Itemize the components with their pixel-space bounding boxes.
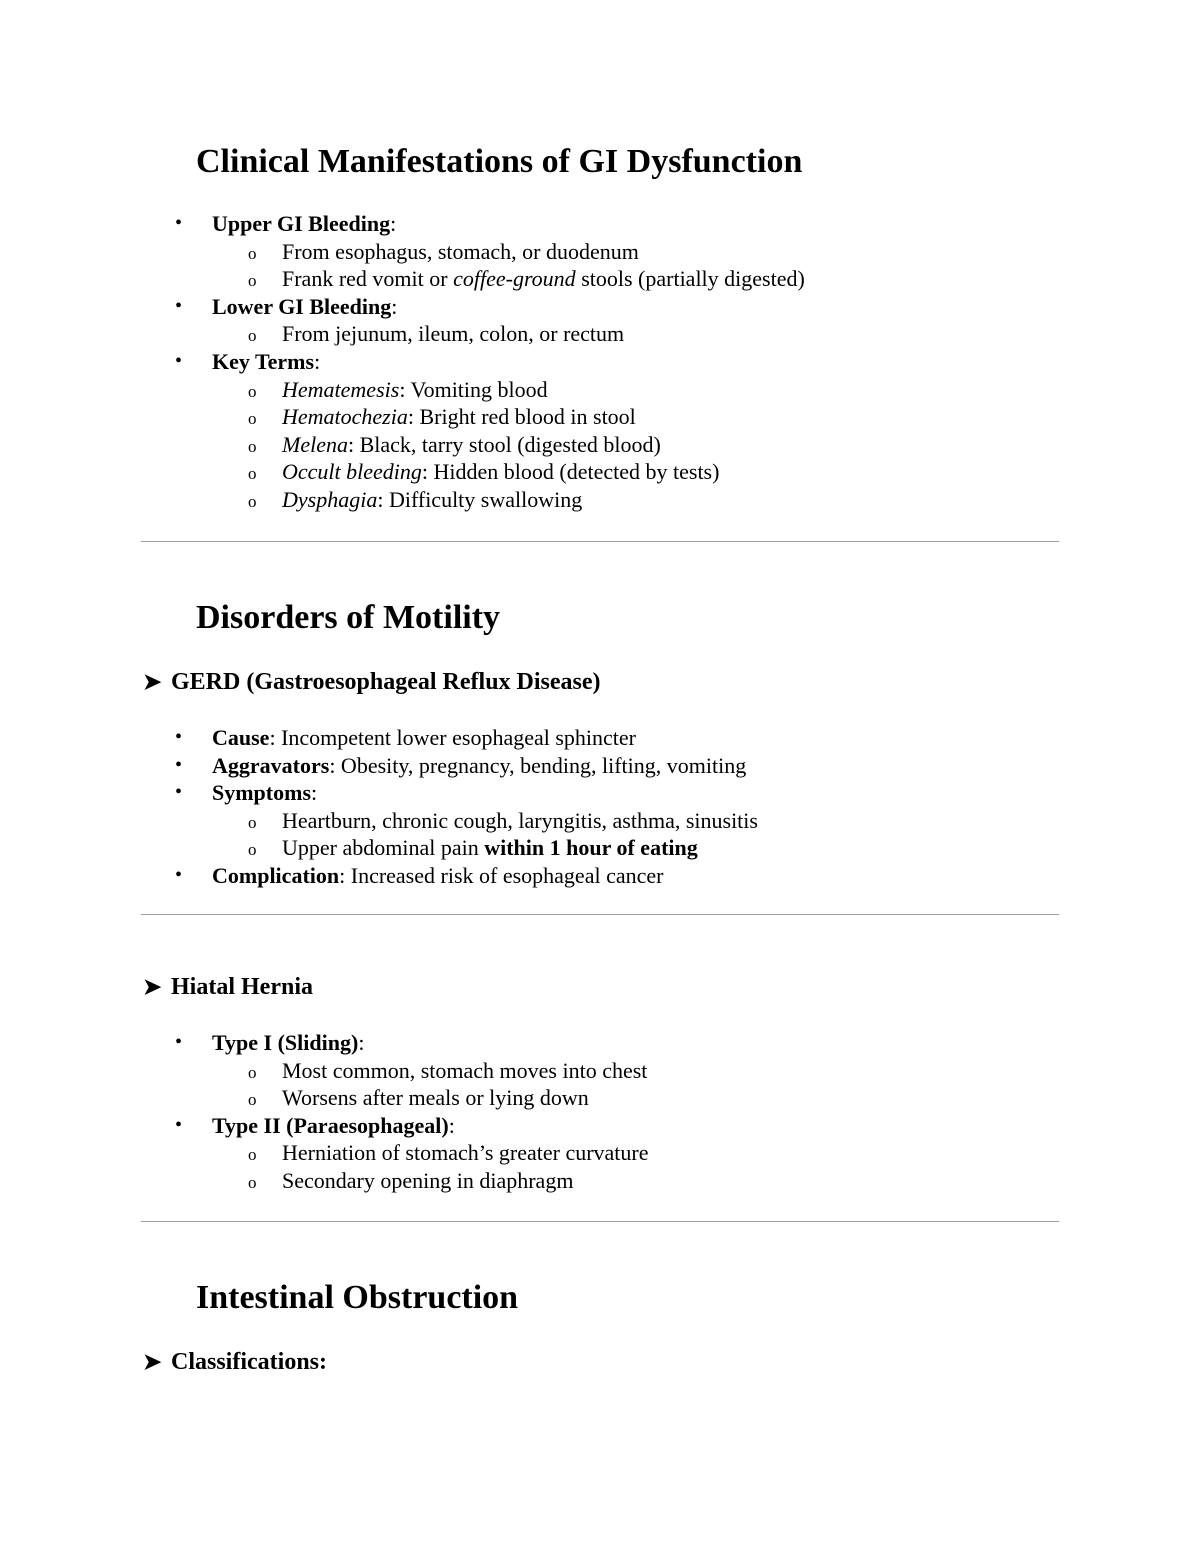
list-item: o Heartburn, chronic cough, laryngitis, asthma, sinusitis	[212, 807, 758, 835]
arrow-bullet-icon: ➤	[143, 1349, 162, 1374]
type-1-sublist	[212, 1057, 649, 1112]
section-title-disorders-of-motility: Disorders of Motility	[196, 599, 501, 636]
list-item-type-1: • Type I (Sliding): o Most common, stomach moves into chest o Worsens after meals or lying down	[0, 1029, 649, 1112]
type-2-sublist	[212, 1139, 649, 1194]
list-item: o Hematochezia: Bright red blood in stool	[212, 403, 805, 431]
section-title-clinical-manifestations: Clinical Manifestations of GI Dysfunction	[196, 143, 803, 180]
key-terms-sublist	[212, 376, 805, 514]
hiatal-bullet-list	[0, 1029, 649, 1195]
term-key-terms: Key Terms	[212, 348, 315, 374]
term-lower-gi-bleeding: Lower GI Bleeding	[212, 293, 392, 319]
arrow-bullet-icon: ➤	[143, 669, 162, 694]
subheading-classifications: ➤ Classifications:	[143, 1349, 327, 1375]
clinical-bullet-list	[0, 210, 805, 514]
list-item: o From jejunum, ileum, colon, or rectum	[212, 320, 805, 348]
list-item: o Secondary opening in diaphragm	[212, 1167, 649, 1195]
symptoms-sublist	[212, 807, 758, 862]
list-item: o Worsens after meals or lying down	[212, 1084, 649, 1112]
list-item: o Occult bleeding: Hidden blood (detected by tests)	[212, 458, 805, 486]
list-item: o Most common, stomach moves into chest	[212, 1057, 649, 1085]
horizontal-rule	[141, 1221, 1059, 1222]
list-item-lower-gi-bleeding: • Lower GI Bleeding: o From jejunum, ileum, colon, or rectum	[0, 293, 805, 348]
horizontal-rule	[141, 914, 1059, 915]
list-item-upper-gi-bleeding: • Upper GI Bleeding: o From esophagus, stomach, or duodenum o Frank red vomit or coffee-ground stools (partially digested)	[0, 210, 805, 293]
upper-gi-sublist	[212, 238, 805, 293]
section-title-intestinal-obstruction: Intestinal Obstruction	[196, 1279, 519, 1316]
list-item-type-2: • Type II (Paraesophageal): o Herniation of stomach’s greater curvature o Secondary opening in diaphragm	[0, 1112, 649, 1195]
subheading-gerd: ➤ GERD (Gastroesophageal Reflux Disease)	[143, 669, 601, 695]
lower-gi-sublist	[212, 320, 805, 348]
subheading-hiatal-hernia: ➤ Hiatal Hernia	[143, 974, 313, 1000]
list-item-complication: • Complication: Increased risk of esophageal cancer	[0, 862, 758, 890]
horizontal-rule	[141, 541, 1059, 542]
term-upper-gi-bleeding: Upper GI Bleeding	[212, 211, 391, 236]
list-item: o Herniation of stomach’s greater curvature	[212, 1139, 649, 1167]
list-item: o Dysphagia: Difficulty swallowing	[212, 486, 805, 514]
list-item: o From esophagus, stomach, or duodenum	[212, 238, 805, 266]
list-item: o Hematemesis: Vomiting blood	[212, 376, 805, 404]
arrow-bullet-icon: ➤	[143, 974, 162, 999]
gerd-bullet-list	[0, 724, 758, 890]
list-item: o Frank red vomit or coffee-ground stools (partially digested)	[212, 265, 805, 293]
list-item-cause: • Cause: Incompetent lower esophageal sphincter	[0, 724, 758, 752]
list-item-symptoms: • Symptoms: o Heartburn, chronic cough, laryngitis, asthma, sinusitis o Upper abdominal pain within 1 hour of eating	[0, 779, 758, 862]
list-item-key-terms: • Key Terms: o Hematemesis: Vomiting blood o Hematochezia: Bright red blood in stool o Melena: Black, tarry stool (digested blood) o Occult bleeding: Hidden blood (detected by tests) o Dysphagia: Difficulty swallowing	[0, 348, 805, 514]
list-item: o Upper abdominal pain within 1 hour of eating	[212, 834, 758, 862]
list-item-aggravators: • Aggravators: Obesity, pregnancy, bending, lifting, vomiting	[0, 752, 758, 780]
list-item: o Melena: Black, tarry stool (digested blood)	[212, 431, 805, 459]
